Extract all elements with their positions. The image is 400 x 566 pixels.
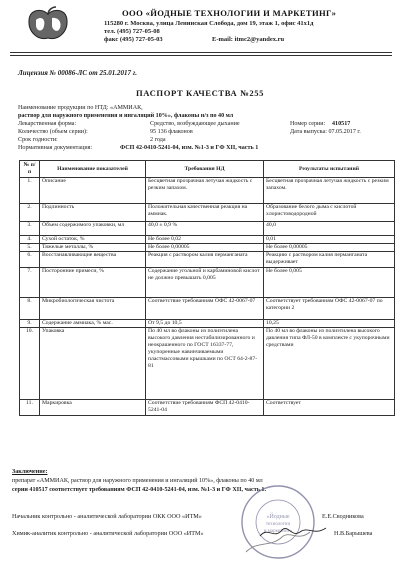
company-logo-icon [26, 6, 70, 42]
row-indicator: Подлинность [40, 204, 146, 222]
table-row [20, 328, 395, 400]
quantity-label: Количество (объем серии): [18, 129, 88, 135]
row-indicator: Микробиологическая чистота [40, 298, 146, 320]
shelf-life-label: Срок годности: [18, 137, 58, 143]
row-requirement: Положительная качественная реакция на аммиак. [146, 204, 264, 222]
table-header-row [20, 161, 395, 178]
chemist-title: Химик-аналитик контрольно - аналитической лаборатории ООО «ИТМ» [12, 530, 204, 537]
table-row [20, 244, 395, 252]
table-row [20, 236, 395, 244]
table-row [20, 298, 395, 320]
table-row [20, 400, 395, 416]
row-result: Реакцию с раствором калия перманганата выдерживает [264, 252, 395, 268]
company-phone: тел. (495) 727-05-08 [104, 28, 160, 35]
table-row [20, 204, 395, 222]
col-header-result: Результаты испытаний [264, 161, 395, 178]
svg-text:технологии: технологии [265, 522, 291, 527]
table-row [20, 268, 395, 298]
row-number: 11. [20, 400, 40, 416]
company-address: 115280 г. Москва, улица Ленинская Слобода, дом 19, этаж 1, офис 41х1д [104, 20, 314, 27]
row-requirement: Соответствие требованиям ОФС 42-0067-07 [146, 298, 264, 320]
row-number: 4. [20, 236, 40, 244]
row-number: 1. [20, 178, 40, 204]
row-number: 7. [20, 268, 40, 298]
row-number: 10. [20, 328, 40, 400]
dosage-form-value: Средство, возбуждающее дыхание [150, 121, 240, 127]
row-number: 9. [20, 320, 40, 328]
svg-text:и маркетинг»: и маркетинг» [263, 529, 293, 534]
conclusion-line1: препарат «АММИАК, раствор для наружного применения и ингаляций 10%», флаконы по 40 мл [12, 478, 263, 484]
row-requirement: Не более 0,00005 [146, 244, 264, 252]
row-requirement: Не более 0,02 [146, 236, 264, 244]
series-value: 410517 [332, 121, 351, 127]
row-result: 40,0 [264, 222, 395, 236]
row-result: 0,01 [264, 236, 395, 244]
row-indicator: Объем содержимого упаковки, мл [40, 222, 146, 236]
table-row [20, 252, 395, 268]
quantity-value: 95 136 флаконов [150, 129, 193, 135]
table-row [20, 178, 395, 204]
row-requirement: Бесцветная прозрачная летучая жидкость с резким запахом. [146, 178, 264, 204]
page-title: ПАСПОРТ КАЧЕСТВА №255 [135, 88, 265, 98]
row-result: Не более 0,005 [264, 268, 395, 298]
row-indicator: Маркировка [40, 400, 146, 416]
product-name-line2: раствор для наружного применения и ингаляций 10%», флаконы н/з по 40 мл [18, 113, 234, 119]
row-indicator: Содержание аммиака, % мас. [40, 320, 146, 328]
row-result: Соответствует [264, 400, 395, 416]
table-row [20, 320, 395, 328]
license-number: Лицензия № 00086-ЛС от 25.01.2017 г. [18, 69, 137, 77]
chemist-name: Н.В.Барышева [334, 530, 373, 537]
product-name-line1: Наименование продукции по НТД: «АММИАК, [18, 105, 143, 111]
row-requirement: 40,0 ± 0,9 % [146, 222, 264, 236]
row-requirement: От 9,5 до 10,5 [146, 320, 264, 328]
conclusion-heading: Заключение: [12, 469, 48, 475]
row-requirement: Соответствие требованиям ФСП 42-0410-5241-04 [146, 400, 264, 416]
signature-icon [258, 522, 328, 542]
row-number: 6. [20, 252, 40, 268]
table-row [20, 222, 395, 236]
row-requirement: Содержание угольной и карбаминовой кислот не должно превышать 0,005 [146, 268, 264, 298]
head-lab-name: Е.Е.Сводникова [322, 513, 364, 520]
company-fax: факс (495) 727-05-03 [104, 36, 163, 43]
normative-doc-label: Нормативная документация: [18, 145, 93, 151]
normative-doc-value: ФСП 42-0410-5241-04, изм. №1-3 и ГФ XII, часть 1 [120, 145, 259, 151]
series-label: Номер серии: [290, 121, 326, 127]
conclusion-line2: серии 410517 соответствует требованиям ФСП 42-0410-5241-04, изм. №1-3 и ГФ XII, часть 1. [12, 487, 267, 493]
row-requirement: По 40 мл во флаконы из полиэтилена высокого давления нестабилизированного и неокрашенного по ГОСТ 16337-77, укупоренные навинчиваемыми пластмассовыми крышками по ОСТ 64-2-87-81 [146, 328, 264, 400]
row-result: 10,25 [264, 320, 395, 328]
row-result: Бесцветная прозрачная летучая жидкость с резким запахом. [264, 178, 395, 204]
row-result: Не более 0,00005 [264, 244, 395, 252]
row-number: 2. [20, 204, 40, 222]
quality-table [19, 160, 395, 416]
header-divider-thin [10, 55, 392, 56]
row-indicator: Сухой остаток, % [40, 236, 146, 244]
col-header-number: № п/п [20, 161, 40, 178]
company-name: ООО «ЙОДНЫЕ ТЕХНОЛОГИИ И МАРКЕТИНГ» [122, 8, 337, 18]
row-number: 8. [20, 298, 40, 320]
row-indicator: Упаковка [40, 328, 146, 400]
release-date: Дата выпуска: 07.05.2017 г. [290, 129, 361, 135]
row-indicator: Восстанавливающие вещества [40, 252, 146, 268]
row-result: Соответствует требованиям ОФС 42-0067-07 по категории 2 [264, 298, 395, 320]
row-indicator: Посторонние примеси, % [40, 268, 146, 298]
row-requirement: Реакция с раствором калия перманганата [146, 252, 264, 268]
col-header-indicator: Наименование показателей [40, 161, 146, 178]
row-number: 5. [20, 244, 40, 252]
header-divider [10, 52, 392, 53]
dosage-form-label: Лекарственная форма: [18, 121, 77, 127]
svg-text:«Йодные: «Йодные [266, 514, 290, 520]
row-indicator: Описание [40, 178, 146, 204]
head-lab-title: Начальник контрольно - аналитической лаборатории ОКК ООО «ИТМ» [12, 513, 202, 520]
shelf-life-value: 2 года [150, 137, 166, 143]
row-number: 3. [20, 222, 40, 236]
company-email: E-mail: itmc2@yandex.ru [212, 36, 285, 43]
row-result: Образование белого дыма с кислотой хлористоводородной [264, 204, 395, 222]
col-header-requirement: Требования НД [146, 161, 264, 178]
row-indicator: Тяжелые металлы, % [40, 244, 146, 252]
row-result: По 40 мл во флаконы из полиэтилена высокого давления типа ФЛ-50 в комплекте с укупорочными средствами [264, 328, 395, 400]
